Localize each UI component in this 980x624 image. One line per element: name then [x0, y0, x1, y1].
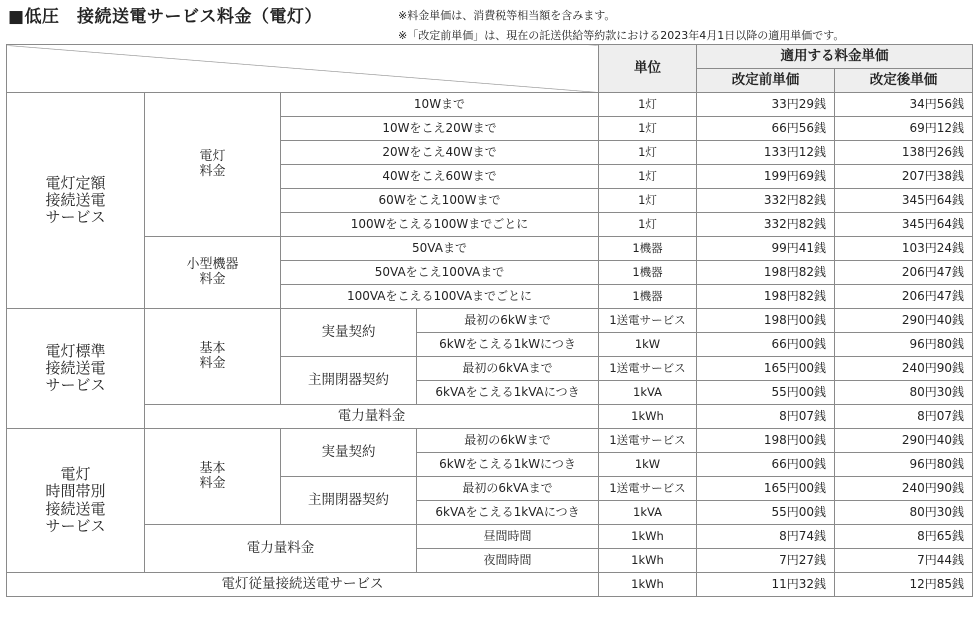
table-row — [7, 525, 973, 549]
contract-type: 主開閉器契約 — [281, 477, 417, 525]
before-rate: 332円82銭 — [697, 213, 835, 237]
before-rate: 11円32銭 — [697, 573, 835, 597]
unit: 1送電サービス — [599, 357, 697, 381]
header-applied-rate: 適用する料金単価 — [697, 45, 973, 69]
after-rate: 206円47銭 — [835, 261, 973, 285]
unit: 1灯 — [599, 117, 697, 141]
after-rate: 12円85銭 — [835, 573, 973, 597]
table-row — [7, 93, 973, 117]
before-rate: 198円00銭 — [697, 309, 835, 333]
before-rate: 33円29銭 — [697, 93, 835, 117]
condition: 6kVAをこえる1kVAにつき — [417, 381, 599, 405]
condition: 最初の6kVAまで — [417, 477, 599, 501]
contract-type: 実量契約 — [281, 429, 417, 477]
condition: 10Wをこえ20Wまで — [281, 117, 599, 141]
energy-charge-label: 電力量料金 — [145, 525, 417, 573]
after-rate: 138円26銭 — [835, 141, 973, 165]
after-rate: 80円30銭 — [835, 381, 973, 405]
group-name: 基本 料金 — [145, 429, 281, 525]
unit: 1kWh — [599, 549, 697, 573]
unit: 1機器 — [599, 285, 697, 309]
after-rate: 7円44銭 — [835, 549, 973, 573]
before-rate: 198円82銭 — [697, 261, 835, 285]
condition: 20Wをこえ40Wまで — [281, 141, 599, 165]
unit: 1送電サービス — [599, 429, 697, 453]
unit: 1灯 — [599, 165, 697, 189]
before-rate: 165円00銭 — [697, 357, 835, 381]
group-name: 基本 料金 — [145, 309, 281, 405]
after-rate: 207円38銭 — [835, 165, 973, 189]
condition: 最初の6kVAまで — [417, 357, 599, 381]
energy-charge-label: 電力量料金 — [145, 405, 599, 429]
after-rate: 8円65銭 — [835, 525, 973, 549]
condition: 100Wをこえる100Wまでごとに — [281, 213, 599, 237]
before-rate: 55円00銭 — [697, 501, 835, 525]
unit: 1kWh — [599, 525, 697, 549]
after-rate: 345円64銭 — [835, 189, 973, 213]
header-before-rate: 改定前単価 — [697, 69, 835, 93]
condition: 50VAまで — [281, 237, 599, 261]
condition: 夜間時間 — [417, 549, 599, 573]
before-rate: 199円69銭 — [697, 165, 835, 189]
contract-type: 主開閉器契約 — [281, 357, 417, 405]
page-title: ■低圧 接続送電サービス料金（電灯） — [8, 7, 323, 27]
unit: 1kW — [599, 453, 697, 477]
after-rate: 8円07銭 — [835, 405, 973, 429]
before-rate: 66円00銭 — [697, 333, 835, 357]
condition: 6kWをこえる1kWにつき — [417, 333, 599, 357]
condition: 10Wまで — [281, 93, 599, 117]
after-rate: 96円80銭 — [835, 333, 973, 357]
unit: 1kW — [599, 333, 697, 357]
after-rate: 103円24銭 — [835, 237, 973, 261]
condition: 最初の6kWまで — [417, 429, 599, 453]
after-rate: 290円40銭 — [835, 309, 973, 333]
condition: 6kWをこえる1kWにつき — [417, 453, 599, 477]
condition: 6kVAをこえる1kVAにつき — [417, 501, 599, 525]
condition: 50VAをこえ100VAまで — [281, 261, 599, 285]
unit: 1灯 — [599, 93, 697, 117]
group-name: 小型機器 料金 — [145, 237, 281, 309]
unit: 1送電サービス — [599, 309, 697, 333]
before-rate: 8円07銭 — [697, 405, 835, 429]
before-rate: 66円56銭 — [697, 117, 835, 141]
unit: 1灯 — [599, 213, 697, 237]
before-rate: 198円00銭 — [697, 429, 835, 453]
before-rate: 8円74銭 — [697, 525, 835, 549]
after-rate: 290円40銭 — [835, 429, 973, 453]
before-rate: 99円41銭 — [697, 237, 835, 261]
unit: 1kVA — [599, 381, 697, 405]
header-unit: 単位 — [599, 45, 697, 93]
after-rate: 69円12銭 — [835, 117, 973, 141]
unit: 1送電サービス — [599, 477, 697, 501]
after-rate: 240円90銭 — [835, 477, 973, 501]
table-row — [7, 237, 973, 261]
service-name: 電灯標準 接続送電 サービス — [7, 309, 145, 429]
condition: 最初の6kWまで — [417, 309, 599, 333]
before-rate: 7円27銭 — [697, 549, 835, 573]
rate-table — [6, 44, 973, 597]
unit: 1kWh — [599, 405, 697, 429]
service-name: 電灯定額 接続送電 サービス — [7, 93, 145, 309]
after-rate: 96円80銭 — [835, 453, 973, 477]
unit: 1機器 — [599, 237, 697, 261]
header-corner-blank — [7, 45, 599, 93]
contract-type: 実量契約 — [281, 309, 417, 357]
unit: 1kVA — [599, 501, 697, 525]
table-row — [7, 405, 973, 429]
before-rate: 198円82銭 — [697, 285, 835, 309]
table-row — [7, 573, 973, 597]
header-after-rate: 改定後単価 — [835, 69, 973, 93]
after-rate: 345円64銭 — [835, 213, 973, 237]
before-rate: 332円82銭 — [697, 189, 835, 213]
condition: 100VAをこえる100VAまでごとに — [281, 285, 599, 309]
after-rate: 240円90銭 — [835, 357, 973, 381]
condition: 60Wをこえ100Wまで — [281, 189, 599, 213]
unit: 1kWh — [599, 573, 697, 597]
unit: 1灯 — [599, 189, 697, 213]
note-tax-included: ※料金単価は、消費税等相当額を含みます。 — [398, 9, 616, 22]
after-rate: 206円47銭 — [835, 285, 973, 309]
before-rate: 133円12銭 — [697, 141, 835, 165]
condition: 40Wをこえ60Wまで — [281, 165, 599, 189]
before-rate: 165円00銭 — [697, 477, 835, 501]
condition: 昼間時間 — [417, 525, 599, 549]
after-rate: 34円56銭 — [835, 93, 973, 117]
service-name: 電灯 時間帯別 接続送電 サービス — [7, 429, 145, 573]
group-name: 電灯 料金 — [145, 93, 281, 237]
after-rate: 80円30銭 — [835, 501, 973, 525]
unit: 1灯 — [599, 141, 697, 165]
note-previous-rate: ※「改定前単価」は、現在の託送供給等約款における2023年4月1日以降の適用単価です。 — [398, 29, 845, 42]
service-name: 電灯従量接続送電サービス — [7, 573, 599, 597]
table-row — [7, 429, 973, 453]
before-rate: 66円00銭 — [697, 453, 835, 477]
unit: 1機器 — [599, 261, 697, 285]
before-rate: 55円00銭 — [697, 381, 835, 405]
table-row — [7, 309, 973, 333]
